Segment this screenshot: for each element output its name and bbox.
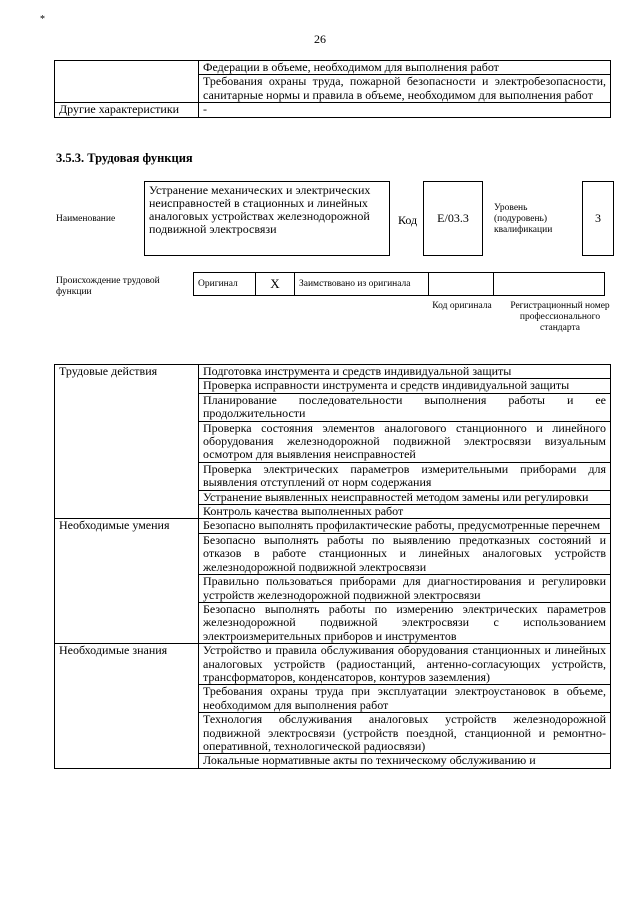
table-cell: Подготовка инструмента и средств индивидуальной защиты — [199, 365, 611, 379]
origin-label: Происхождение трудовой функции — [56, 276, 160, 297]
page-number: 26 — [314, 32, 326, 46]
section-title: 3.5.3. Трудовая функция — [56, 151, 193, 165]
top-table-item: - — [199, 103, 611, 117]
function-name: Устранение механических и электрических неисправностей в стационных и линейных аналоговых устройствах железнодорожной подвижной электросвязи — [144, 181, 390, 256]
table-cell: Безопасно выполнять работы по измерению электрических параметров железнодорожной подвижной электросвязи с использованием электроизмерительных приборов и инструментов — [199, 602, 611, 643]
origin-reg-cell — [494, 273, 605, 296]
borrowed-label: Заимствовано из оригинала — [295, 273, 429, 296]
code-caption: Код оригинала — [432, 301, 492, 311]
table-cell: Планирование последовательности выполнения работы и ее продолжительности — [199, 393, 611, 421]
qualification-level: 3 — [582, 181, 614, 256]
table-cell: Технология обслуживания аналоговых устройств железнодорожной подвижной электросвязи (устройств поездной, станционной и ремонтно-оперативной, технологической радиосвязи) — [199, 713, 611, 754]
row-label-skills: Необходимые умения — [55, 519, 199, 644]
top-table-item: Федерации в объеме, необходимом для выполнения работ — [199, 61, 611, 75]
top-table-label: Другие характеристики — [55, 103, 199, 117]
table-cell: Локальные нормативные акты по техническому обслуживанию и — [199, 754, 611, 768]
row-label-actions: Трудовые действия — [55, 365, 199, 519]
row-label-knowledge: Необходимые знания — [55, 644, 199, 769]
main-table — [54, 364, 611, 769]
table-cell: Безопасно выполнять профилактические работы, предусмотренные перечнем — [199, 519, 611, 533]
original-label: Оригинал — [194, 273, 256, 296]
origin-table — [193, 272, 605, 296]
table-cell: Проверка электрических параметров измерительными приборами для выявления отступлений от норм содержания — [199, 462, 611, 490]
table-cell: Безопасно выполнять работы по выявлению предотказных состояний и отказов в работе станционных и линейных аналоговых устройств железнодорожной подвижной электросвязи — [199, 533, 611, 574]
origin-code-cell — [429, 273, 494, 296]
table-cell: Устройство и правила обслуживания оборудования станционных и линейных аналоговых устройств (радиостанций, антенно-согласующих устройств, трансформаторов, конденсаторов, контуров заземления) — [199, 644, 611, 685]
level-label: Уровень (подуровень) квалификации — [494, 203, 553, 235]
table-cell: Контроль качества выполненных работ — [199, 505, 611, 519]
table-cell: Проверка исправности инструмента и средств индивидуальной защиты — [199, 379, 611, 393]
top-table — [54, 60, 611, 118]
table-cell: Проверка состояния элементов аналогового станционного и линейного оборудования железнодорожной подвижной электросвязи визуальным осмотром для выявления неисправностей — [199, 421, 611, 462]
top-table-item: Требования охраны труда, пожарной безопасности и электробезопасности, санитарные нормы и правила в объеме, необходимом для выполнения работ — [199, 75, 611, 103]
table-cell: Устранение выявленных неисправностей методом замены или регулировки — [199, 490, 611, 504]
reg-caption: Регистрационный номер профессионального стандарта — [510, 301, 610, 333]
top-table-label — [55, 61, 199, 103]
corner-mark: * — [40, 14, 45, 25]
name-label: Наименование — [56, 214, 116, 224]
original-mark: X — [256, 273, 295, 296]
table-cell: Требования охраны труда при эксплуатации электроустановок в объеме, необходимом для выполнения работ — [199, 685, 611, 713]
code-label: Код — [398, 213, 418, 227]
table-cell: Правильно пользоваться приборами для диагностирования и регулировки устройств железнодорожной подвижной электросвязи — [199, 575, 611, 603]
function-code: E/03.3 — [423, 181, 483, 256]
